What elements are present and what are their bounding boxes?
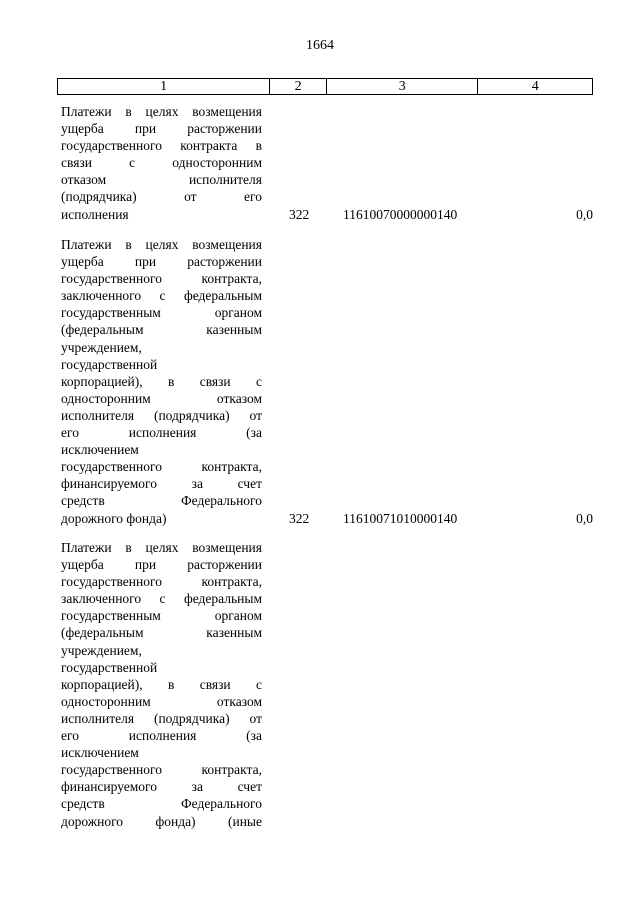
- description-line: Платежи в целях возмещения: [61, 104, 262, 119]
- description-line: ущерба при расторжении: [61, 254, 262, 270]
- description-line: учреждением,: [61, 642, 142, 658]
- row-amount: 0,0: [576, 206, 593, 222]
- row-code: 322: [289, 510, 310, 526]
- column-header-3: 3: [327, 79, 478, 94]
- row-description: [61, 236, 262, 527]
- description-line: его исполнения (за: [61, 425, 262, 441]
- description-line: корпорацией), в связи с: [61, 373, 262, 389]
- description-line: средств Федерального: [61, 493, 262, 509]
- description-line: дорожного фонда) (иные: [61, 813, 262, 829]
- description-line: односторонним отказом: [61, 390, 262, 406]
- description-line: ущерба при расторжении: [61, 557, 262, 573]
- description-line: (федеральным казенным: [61, 625, 262, 641]
- row-kbk: 11610070000000140: [343, 206, 458, 222]
- description-line: заключенного с федеральным: [61, 288, 262, 304]
- description-line: государственного контракта,: [61, 459, 262, 475]
- column-header-4: 4: [531, 79, 539, 94]
- description-line: государственного контракта,: [61, 574, 262, 590]
- description-line: исполнения: [61, 206, 129, 222]
- row-description: [61, 103, 262, 223]
- description-line: государственным органом: [61, 608, 262, 624]
- description-line: исключением: [61, 442, 139, 458]
- description-line: корпорацией), в связи с: [61, 676, 262, 692]
- description-line: исполнителя (подрядчика) от: [61, 710, 262, 726]
- row-amount: 0,0: [576, 510, 593, 526]
- column-header-1: 1: [58, 79, 270, 94]
- description-line: государственной: [61, 356, 158, 372]
- description-line: односторонним отказом: [61, 693, 262, 709]
- row-description: [61, 539, 262, 830]
- description-line: финансируемого за счет: [61, 779, 262, 795]
- description-line: (федеральным казенным: [61, 322, 262, 338]
- description-line: Платежи в целях возмещения: [61, 237, 262, 252]
- description-line: государственного контракта в: [61, 138, 262, 154]
- description-line: ущерба при расторжении: [61, 121, 262, 137]
- description-line: государственной: [61, 659, 158, 675]
- description-line: учреждением,: [61, 339, 142, 355]
- description-line: государственного контракта,: [61, 271, 262, 287]
- page-number: 1664: [306, 38, 334, 53]
- description-line: государственным органом: [61, 305, 262, 321]
- description-line: отказом исполнителя: [61, 172, 262, 188]
- row-code: 322: [289, 206, 310, 222]
- description-line: дорожного фонда): [61, 510, 167, 526]
- description-line: исполнителя (подрядчика) от: [61, 407, 262, 423]
- description-line: Платежи в целях возмещения: [61, 540, 262, 555]
- description-line: исключением: [61, 745, 139, 761]
- description-line: его исполнения (за: [61, 728, 262, 744]
- row-kbk: 11610071010000140: [343, 510, 458, 526]
- column-header-2: 2: [270, 79, 327, 94]
- description-line: государственного контракта,: [61, 762, 262, 778]
- table-column-header: [57, 78, 593, 95]
- description-line: связи с односторонним: [61, 155, 262, 171]
- description-line: (подрядчика) от его: [61, 189, 262, 205]
- description-line: средств Федерального: [61, 796, 262, 812]
- description-line: финансируемого за счет: [61, 476, 262, 492]
- description-line: заключенного с федеральным: [61, 591, 262, 607]
